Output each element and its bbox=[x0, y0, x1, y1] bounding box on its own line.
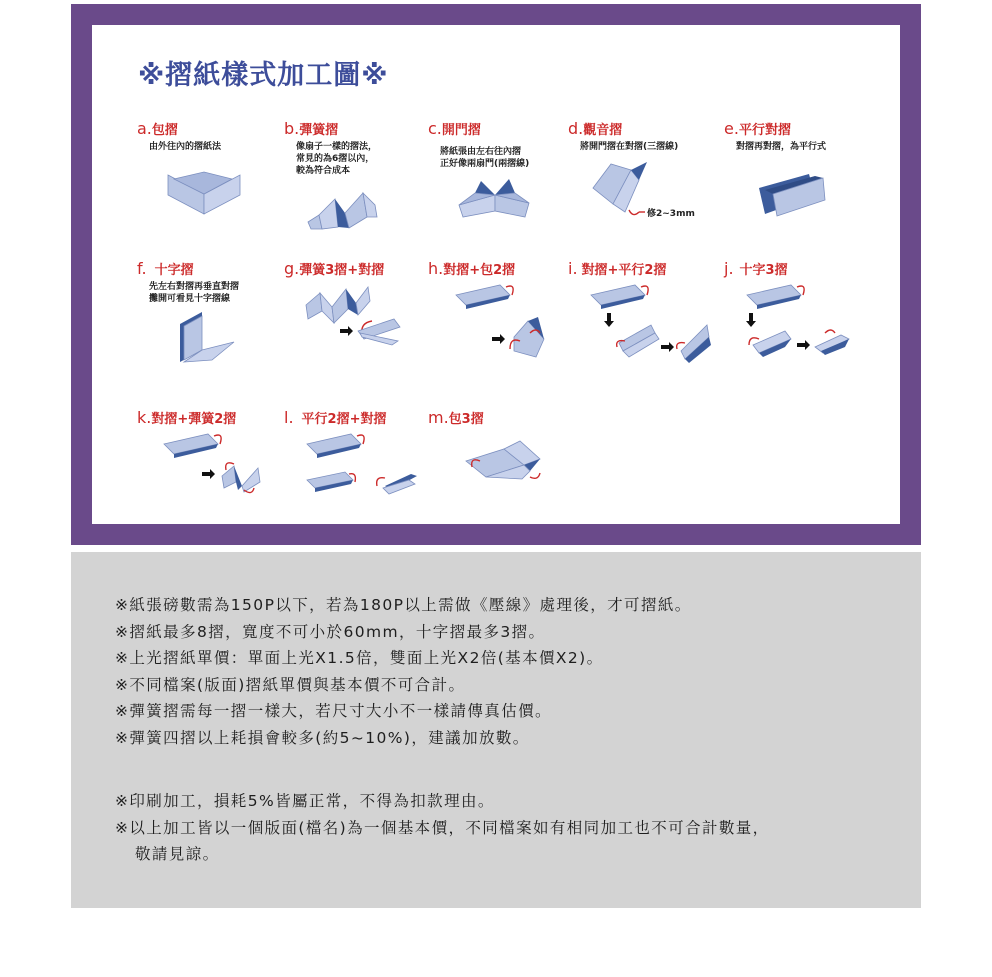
item-b bbox=[284, 119, 434, 177]
item-i-label: i. 對摺+平行2摺 bbox=[568, 259, 667, 278]
item-a-desc: 由外往內的摺紙法 bbox=[149, 142, 222, 152]
note-line: ※彈簧四摺以上耗損會較多(約5~10%)，建議加放數。 bbox=[115, 728, 530, 747]
notes-group-1 bbox=[115, 592, 692, 752]
item-c bbox=[428, 119, 578, 170]
diagram-frame bbox=[71, 4, 921, 545]
note-line: ※印刷加工，損耗5%皆屬正常，不得為扣款理由。 bbox=[115, 792, 495, 810]
fold-figure-e bbox=[755, 168, 830, 218]
page-title: ※摺紙樣式加工圖※ bbox=[138, 60, 389, 91]
diagram-panel bbox=[92, 25, 900, 524]
item-e-desc: 對摺再對摺，為平行式 bbox=[736, 142, 827, 152]
fold-figure-c bbox=[455, 175, 533, 225]
item-f-desc: 先左右對摺再垂直對摺 攤開可看見十字摺線 bbox=[149, 282, 240, 304]
note-line: ※彈簧摺需每一摺一樣大，若尺寸大小不一樣請傳真估價。 bbox=[115, 702, 552, 721]
item-d-annotation: 修2~3mm bbox=[647, 209, 695, 219]
note-line: ※摺紙最多8摺，寬度不可小於60mm，十字摺最多3摺。 bbox=[115, 622, 546, 641]
item-j bbox=[724, 259, 874, 278]
item-l-label: l. 平行2摺+對摺 bbox=[284, 408, 387, 427]
fold-figure-j bbox=[745, 281, 865, 369]
fold-figure-d bbox=[589, 158, 709, 220]
item-e bbox=[724, 119, 874, 153]
item-c-label: c.開門摺 bbox=[428, 119, 481, 138]
item-b-desc: 像扇子一樣的摺法， 常見的為6摺以內， 較為符合成本 bbox=[296, 142, 378, 176]
note-line: 敬請見諒。 bbox=[135, 845, 220, 864]
note-line: ※以上加工皆以一個版面(檔名)為一個基本價，不同檔案如有相同加工也不可合計數量， bbox=[115, 818, 770, 837]
item-g-label: g.彈簧3摺+對摺 bbox=[284, 259, 385, 278]
item-d bbox=[568, 119, 718, 153]
item-a-label: a.包摺 bbox=[137, 119, 178, 138]
item-l bbox=[284, 408, 434, 427]
fold-figure-m bbox=[464, 437, 584, 493]
item-d-desc: 將開門摺在對摺(三摺線) bbox=[580, 142, 679, 152]
fold-figure-l bbox=[305, 430, 425, 500]
item-i bbox=[568, 259, 718, 278]
item-c-desc: 將紙張由左右往內摺 正好像兩扇門(兩摺線) bbox=[440, 147, 530, 169]
item-f-label: f. 十字摺 bbox=[137, 259, 194, 278]
fold-figure-a bbox=[164, 170, 244, 215]
item-k-label: k.對摺+彈簧2摺 bbox=[137, 408, 237, 427]
item-h-label: h.對摺+包2摺 bbox=[428, 259, 516, 278]
item-e-label: e.平行對摺 bbox=[724, 119, 791, 138]
note-line: ※紙張磅數需為150P以下，若為180P以上需做《壓線》處理後，才可摺紙。 bbox=[115, 596, 692, 614]
notes-panel bbox=[71, 552, 921, 908]
fold-figure-k bbox=[162, 430, 272, 500]
fold-figure-b bbox=[305, 187, 380, 232]
item-b-label: b.彈簧摺 bbox=[284, 119, 339, 138]
item-a bbox=[137, 119, 287, 153]
item-j-label: j. 十字3摺 bbox=[724, 259, 788, 278]
item-m-label: m.包3摺 bbox=[428, 408, 484, 427]
fold-figure-f bbox=[172, 310, 242, 365]
fold-figure-i bbox=[589, 281, 719, 369]
notes-group-2 bbox=[115, 788, 770, 868]
note-line: ※不同檔案(版面)摺紙單價與基本價不可合計。 bbox=[115, 675, 466, 694]
item-d-label: d.觀音摺 bbox=[568, 119, 623, 138]
item-f bbox=[137, 259, 287, 305]
item-h bbox=[428, 259, 578, 278]
item-k bbox=[137, 408, 287, 427]
fold-figure-h bbox=[454, 281, 554, 369]
item-m bbox=[428, 408, 578, 427]
item-g bbox=[284, 259, 434, 278]
note-line: ※上光摺紙單價：單面上光X1.5倍，雙面上光X2倍(基本價X2)。 bbox=[115, 649, 604, 668]
fold-figure-g bbox=[302, 281, 412, 351]
